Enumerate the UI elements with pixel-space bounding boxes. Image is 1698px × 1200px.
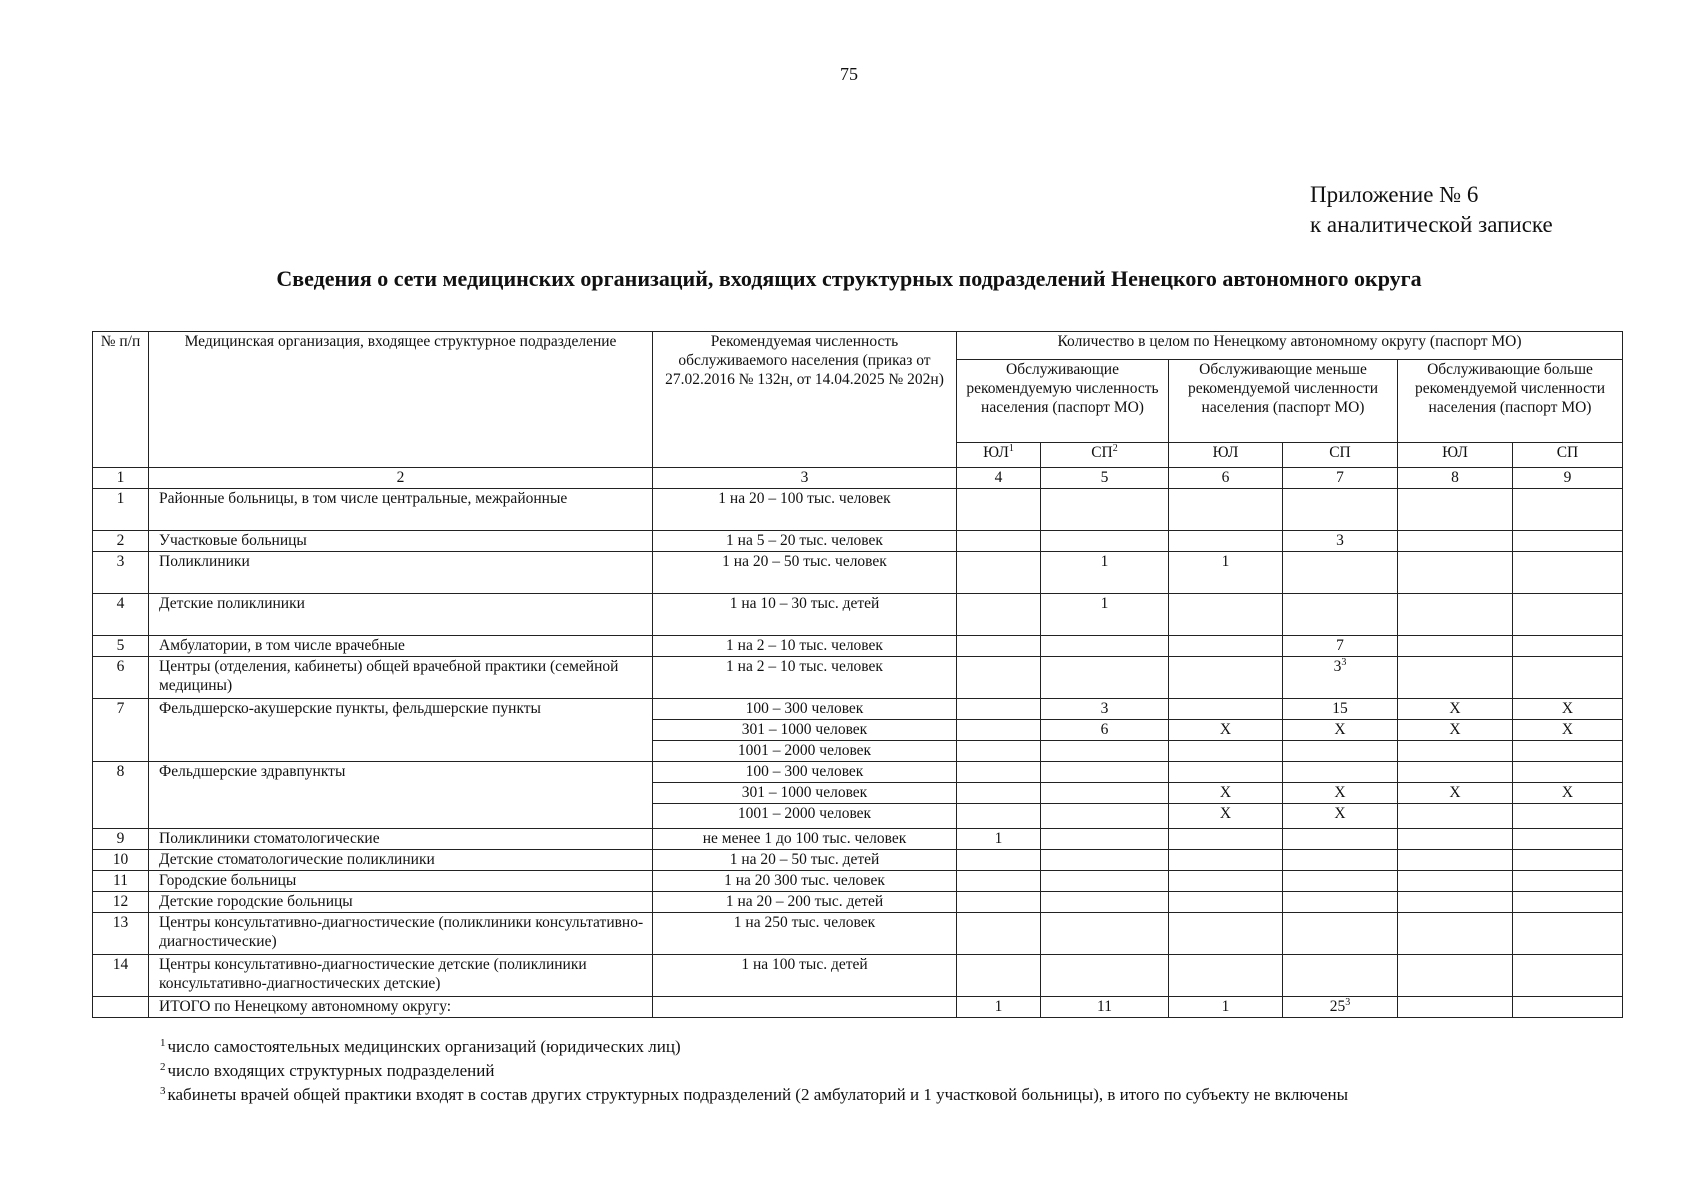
column-number: 8	[1398, 468, 1513, 489]
row-norm: 301 – 1000 человек	[653, 783, 957, 804]
cell-yul-less	[1169, 531, 1283, 552]
cell-yul-less	[1169, 892, 1283, 913]
row-norm: 1 на 20 – 50 тыс. детей	[653, 850, 957, 871]
cell-yul-less	[1169, 657, 1283, 699]
cell-yul-equal	[957, 594, 1041, 636]
table-row	[93, 636, 1623, 657]
cell-yul-equal	[957, 955, 1041, 997]
row-organization: Фельдшерские здравпункты	[149, 762, 653, 829]
total-label: ИТОГО по Ненецкому автономному округу:	[149, 997, 653, 1018]
cell-sp-more: Х	[1513, 720, 1623, 741]
row-organization: Детские городские больницы	[149, 892, 653, 913]
column-number: 7	[1283, 468, 1398, 489]
cell-yul-more	[1398, 804, 1513, 829]
header-sp-less: СП	[1283, 443, 1398, 468]
cell-yul-less	[1169, 741, 1283, 762]
row-num: 6	[93, 657, 149, 699]
column-number-row	[93, 468, 1623, 489]
cell-yul-more	[1398, 871, 1513, 892]
medical-network-table	[92, 331, 1623, 1018]
table-row	[93, 699, 1623, 720]
cell-sp-more	[1513, 997, 1623, 1018]
column-number: 5	[1041, 468, 1169, 489]
table-row	[93, 594, 1623, 636]
cell-yul-less	[1169, 699, 1283, 720]
cell-yul-more: Х	[1398, 699, 1513, 720]
cell-sp-more	[1513, 829, 1623, 850]
cell-sp-equal	[1041, 913, 1169, 955]
cell-yul-less	[1169, 913, 1283, 955]
appendix-number: Приложение № 6	[1310, 182, 1479, 207]
cell-sp-more	[1513, 531, 1623, 552]
document-title: Сведения о сети медицинских организаций, входящих структурных подразделений Ненецкого автономного округа	[276, 266, 1422, 291]
header-group-equal: Обслуживающие рекомендуемую численность населения (паспорт МО)	[957, 360, 1169, 443]
header-num: № п/п	[93, 332, 149, 468]
row-num	[93, 997, 149, 1018]
row-num: 10	[93, 850, 149, 871]
cell-sp-less	[1283, 913, 1398, 955]
row-num: 11	[93, 871, 149, 892]
cell-sp-equal: 1	[1041, 594, 1169, 636]
cell-sp-equal	[1041, 871, 1169, 892]
footnote-2: $^2$ число входящих структурных подразделений	[160, 1061, 495, 1080]
cell-yul-more	[1398, 489, 1513, 531]
column-number: 4	[957, 468, 1041, 489]
column-number: 2	[149, 468, 653, 489]
cell-sp-more	[1513, 552, 1623, 594]
cell-sp-less: $3^3$	[1283, 657, 1398, 699]
cell-sp-equal	[1041, 783, 1169, 804]
cell-sp-less	[1283, 871, 1398, 892]
row-norm: 301 – 1000 человек	[653, 720, 957, 741]
cell-sp-less	[1283, 762, 1398, 783]
row-organization: Фельдшерско-акушерские пункты, фельдшерские пункты	[149, 699, 653, 762]
cell-sp-more: Х	[1513, 699, 1623, 720]
cell-yul-less	[1169, 594, 1283, 636]
cell-yul-more	[1398, 531, 1513, 552]
row-num: 12	[93, 892, 149, 913]
cell-yul-equal	[957, 850, 1041, 871]
header-yul-equal: $ЮЛ^1$	[957, 443, 1041, 468]
row-organization: Поликлиники	[149, 552, 653, 594]
footnote-mark: 3	[1341, 657, 1347, 668]
cell-yul-equal	[957, 804, 1041, 829]
cell-sp-less	[1283, 955, 1398, 997]
cell-sp-less	[1283, 892, 1398, 913]
cell-yul-more	[1398, 657, 1513, 699]
row-norm: 1001 – 2000 человек	[653, 741, 957, 762]
cell-sp-less	[1283, 850, 1398, 871]
cell-sp-equal	[1041, 657, 1169, 699]
cell-yul-equal	[957, 783, 1041, 804]
cell-sp-less: Х	[1283, 783, 1398, 804]
row-norm: 1 на 10 – 30 тыс. детей	[653, 594, 957, 636]
cell-yul-less	[1169, 871, 1283, 892]
row-organization: Поликлиники стоматологические	[149, 829, 653, 850]
header-group-more: Обслуживающие больше рекомендуемой численности населения (паспорт МО)	[1398, 360, 1623, 443]
row-num: 2	[93, 531, 149, 552]
footnote-1: $^1$ число самостоятельных медицинских организаций (юридических лиц)	[160, 1037, 681, 1056]
column-number: 3	[653, 468, 957, 489]
row-num: 5	[93, 636, 149, 657]
cell-yul-more: Х	[1398, 720, 1513, 741]
row-norm	[653, 997, 957, 1018]
cell-yul-more	[1398, 997, 1513, 1018]
row-organization: Амбулатории, в том числе врачебные	[149, 636, 653, 657]
cell-sp-less	[1283, 741, 1398, 762]
cell-yul-equal	[957, 552, 1041, 594]
table-row	[93, 552, 1623, 594]
cell-yul-equal	[957, 762, 1041, 783]
column-number: 9	[1513, 468, 1623, 489]
footnotes	[160, 1035, 1348, 1107]
row-norm: 1 на 20 – 50 тыс. человек	[653, 552, 957, 594]
table-row	[93, 871, 1623, 892]
row-norm: 1 на 20 – 100 тыс. человек	[653, 489, 957, 531]
row-num: 9	[93, 829, 149, 850]
cell-sp-more	[1513, 594, 1623, 636]
page-number: 75	[840, 64, 858, 84]
cell-yul-less: Х	[1169, 783, 1283, 804]
cell-sp-less	[1283, 552, 1398, 594]
footnote-mark: 3	[1345, 997, 1351, 1008]
header-total: Количество в целом по Ненецкому автономному округу (паспорт МО)	[957, 332, 1623, 360]
column-number: 1	[93, 468, 149, 489]
cell-yul-less	[1169, 762, 1283, 783]
cell-yul-equal: 1	[957, 829, 1041, 850]
cell-sp-equal	[1041, 762, 1169, 783]
cell-yul-more	[1398, 955, 1513, 997]
row-norm: 1 на 20 300 тыс. человек	[653, 871, 957, 892]
cell-sp-equal	[1041, 489, 1169, 531]
cell-sp-equal: 6	[1041, 720, 1169, 741]
cell-sp-more	[1513, 871, 1623, 892]
cell-sp-less: Х	[1283, 804, 1398, 829]
row-organization: Участковые больницы	[149, 531, 653, 552]
cell-yul-more	[1398, 892, 1513, 913]
cell-yul-equal: 1	[957, 997, 1041, 1018]
cell-sp-more	[1513, 636, 1623, 657]
cell-yul-more	[1398, 850, 1513, 871]
row-organization: Центры консультативно-диагностические (поликлиники консультативно-диагностические)	[149, 913, 653, 955]
cell-yul-more	[1398, 829, 1513, 850]
cell-sp-less: 7	[1283, 636, 1398, 657]
cell-yul-more	[1398, 913, 1513, 955]
row-organization: Детские поликлиники	[149, 594, 653, 636]
row-norm: 100 – 300 человек	[653, 699, 957, 720]
row-organization: Городские больницы	[149, 871, 653, 892]
row-norm: 1 на 20 – 200 тыс. детей	[653, 892, 957, 913]
cell-sp-equal	[1041, 804, 1169, 829]
table-row	[93, 531, 1623, 552]
header-group-less: Обслуживающие меньше рекомендуемой численности населения (паспорт МО)	[1169, 360, 1398, 443]
cell-sp-less	[1283, 594, 1398, 636]
cell-yul-equal	[957, 699, 1041, 720]
cell-yul-less: 1	[1169, 552, 1283, 594]
table-row	[93, 892, 1623, 913]
cell-sp-equal: 1	[1041, 552, 1169, 594]
cell-yul-more	[1398, 552, 1513, 594]
cell-yul-equal	[957, 657, 1041, 699]
cell-sp-more	[1513, 489, 1623, 531]
cell-sp-more	[1513, 913, 1623, 955]
row-num: 7	[93, 699, 149, 762]
cell-sp-less	[1283, 489, 1398, 531]
cell-sp-less: $25^3$	[1283, 997, 1398, 1018]
cell-yul-more	[1398, 594, 1513, 636]
cell-sp-equal	[1041, 850, 1169, 871]
row-norm: 1 на 2 – 10 тыс. человек	[653, 636, 957, 657]
row-organization: Районные больницы, в том числе центральные, межрайонные	[149, 489, 653, 531]
cell-yul-more	[1398, 762, 1513, 783]
cell-sp-more: Х	[1513, 783, 1623, 804]
cell-yul-less	[1169, 489, 1283, 531]
cell-sp-more	[1513, 741, 1623, 762]
cell-sp-more	[1513, 892, 1623, 913]
row-num: 4	[93, 594, 149, 636]
cell-yul-equal	[957, 871, 1041, 892]
cell-yul-equal	[957, 892, 1041, 913]
cell-yul-less	[1169, 636, 1283, 657]
cell-sp-more	[1513, 850, 1623, 871]
cell-yul-less: Х	[1169, 720, 1283, 741]
header-sp-more: СП	[1513, 443, 1623, 468]
cell-yul-equal	[957, 489, 1041, 531]
row-num: 1	[93, 489, 149, 531]
footnote-mark: 1	[1008, 443, 1014, 454]
cell-sp-equal	[1041, 892, 1169, 913]
row-organization: Центры (отделения, кабинеты) общей врачебной практики (семейной медицины)	[149, 657, 653, 699]
cell-sp-more	[1513, 657, 1623, 699]
header-row-1	[93, 332, 1623, 360]
header-yul-less: ЮЛ	[1169, 443, 1283, 468]
table-row	[93, 762, 1623, 783]
cell-sp-equal	[1041, 531, 1169, 552]
cell-yul-equal	[957, 531, 1041, 552]
cell-yul-more	[1398, 636, 1513, 657]
row-organization: Центры консультативно-диагностические детские (поликлиники консультативно-диагностических детские)	[149, 955, 653, 997]
cell-sp-equal	[1041, 829, 1169, 850]
footnote-3: $^3$ кабинеты врачей общей практики входят в состав других структурных подразделений (2 амбулаторий и 1 участковой больницы), в итого по субъекту не включены	[160, 1085, 1349, 1104]
table-row	[93, 955, 1623, 997]
cell-sp-equal: 3	[1041, 699, 1169, 720]
cell-sp-more	[1513, 804, 1623, 829]
table-row	[93, 657, 1623, 699]
table-row	[93, 850, 1623, 871]
cell-sp-less: Х	[1283, 720, 1398, 741]
column-number: 6	[1169, 468, 1283, 489]
row-norm: 1 на 250 тыс. человек	[653, 913, 957, 955]
total-row	[93, 997, 1623, 1018]
appendix-label	[1310, 180, 1553, 240]
cell-yul-less	[1169, 829, 1283, 850]
cell-yul-equal	[957, 720, 1041, 741]
header-yul-more: ЮЛ	[1398, 443, 1513, 468]
table-row	[93, 913, 1623, 955]
cell-sp-equal	[1041, 955, 1169, 997]
cell-yul-equal	[957, 913, 1041, 955]
row-num: 3	[93, 552, 149, 594]
row-organization: Детские стоматологические поликлиники	[149, 850, 653, 871]
cell-yul-more: Х	[1398, 783, 1513, 804]
row-num: 8	[93, 762, 149, 829]
cell-yul-less: Х	[1169, 804, 1283, 829]
cell-yul-less	[1169, 955, 1283, 997]
row-norm: 1 на 100 тыс. детей	[653, 955, 957, 997]
cell-sp-equal: 11	[1041, 997, 1169, 1018]
cell-yul-less	[1169, 850, 1283, 871]
cell-yul-more	[1398, 741, 1513, 762]
footnote-mark: 2	[1112, 443, 1118, 454]
cell-sp-less	[1283, 829, 1398, 850]
row-norm: 1001 – 2000 человек	[653, 804, 957, 829]
header-organization: Медицинская организация, входящее структурное подразделение	[149, 332, 653, 468]
cell-sp-equal	[1041, 636, 1169, 657]
table-row	[93, 489, 1623, 531]
appendix-caption: к аналитической записке	[1310, 212, 1553, 237]
cell-sp-more	[1513, 762, 1623, 783]
cell-sp-more	[1513, 955, 1623, 997]
row-num: 13	[93, 913, 149, 955]
row-norm: 1 на 2 – 10 тыс. человек	[653, 657, 957, 699]
cell-yul-equal	[957, 636, 1041, 657]
row-norm: не менее 1 до 100 тыс. человек	[653, 829, 957, 850]
cell-sp-less: 15	[1283, 699, 1398, 720]
row-norm: 1 на 5 – 20 тыс. человек	[653, 531, 957, 552]
cell-yul-less: 1	[1169, 997, 1283, 1018]
header-recommended: Рекомендуемая численность обслуживаемого населения (приказ от 27.02.2016 № 132н, от 14.04.2025 № 202н)	[653, 332, 957, 468]
cell-sp-less: 3	[1283, 531, 1398, 552]
cell-yul-equal	[957, 741, 1041, 762]
table-row	[93, 829, 1623, 850]
header-sp-equal: $СП^2$	[1041, 443, 1169, 468]
cell-sp-equal	[1041, 741, 1169, 762]
row-num: 14	[93, 955, 149, 997]
row-norm: 100 – 300 человек	[653, 762, 957, 783]
